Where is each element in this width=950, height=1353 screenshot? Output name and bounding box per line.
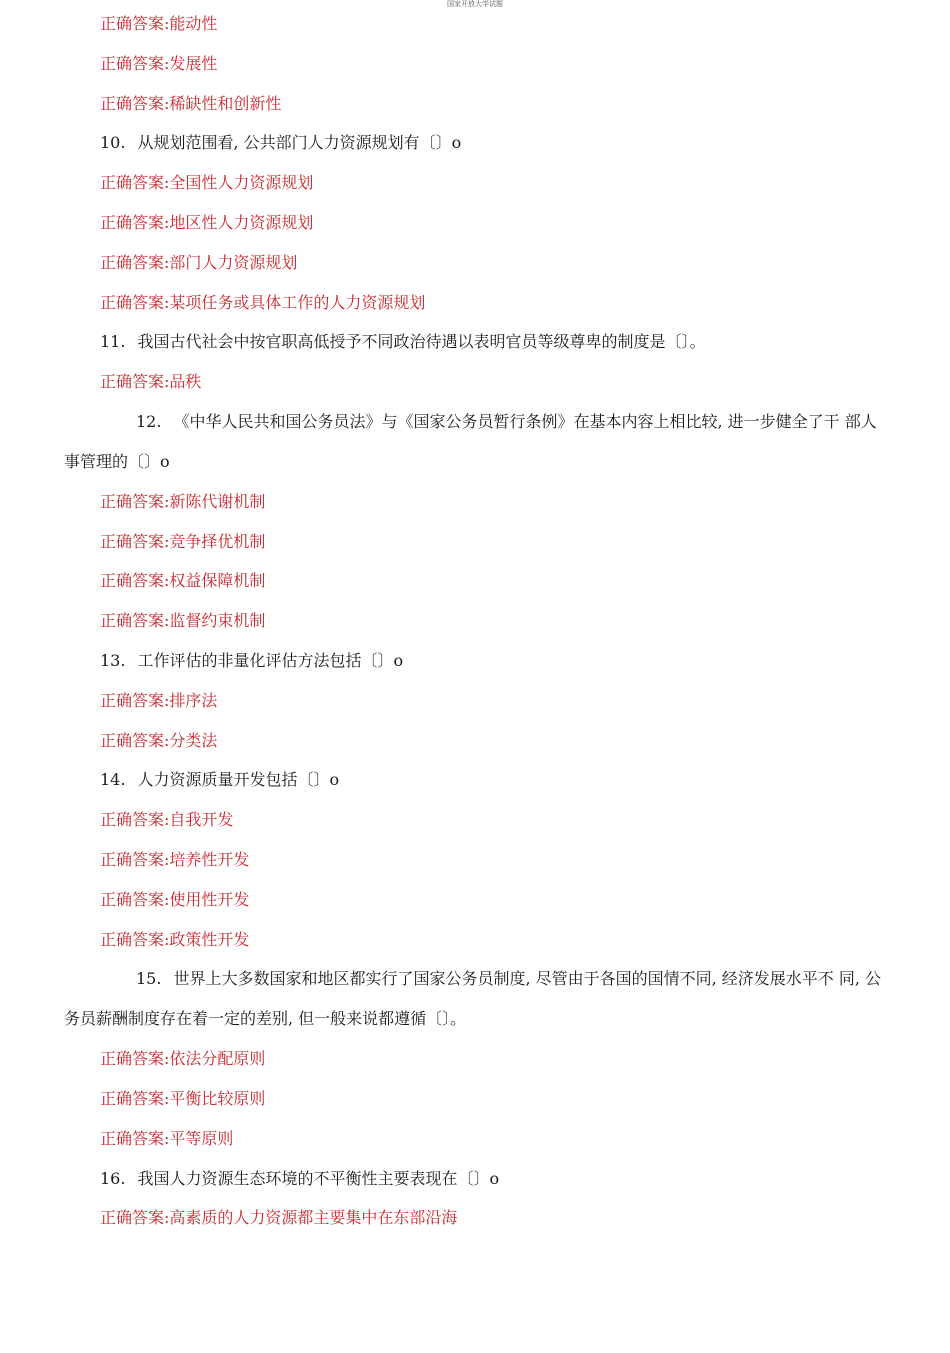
question-text: 世界上大多数国家和地区都实行了国家公务员制度, 尽管由于各国的国情不同, 经济发展水平不 同, 公务员薪酬制度存在着一定的差别, 但一般来说都遵循〔〕。 [64,969,882,1029]
question-15 [64,959,886,1039]
answer-line: 正确答案:排序法 [100,690,218,710]
answer-line: 正确答案:权益保障机制 [100,571,266,591]
question-number: 15. [136,969,162,989]
answer-line: 正确答案:平等原则 [100,1128,234,1148]
answer-line: 正确答案:部门人力资源规划 [100,252,298,272]
header-title: 国家开放大学试题 [447,0,503,8]
question-10 [64,133,886,153]
question-number: 11. [100,332,126,352]
question-13 [64,651,886,671]
question-number: 12. [136,411,162,431]
answer-line: 正确答案:新陈代谢机制 [100,491,266,511]
answer-line: 正确答案:品秩 [100,372,202,392]
answer-line: 正确答案:某项任务或具体工作的人力资源规划 [100,292,426,312]
question-number: 10. [100,133,126,153]
question-number: 14. [100,770,126,790]
answer-line: 正确答案:培养性开发 [100,849,250,869]
document-body [64,14,886,1248]
answer-line: 正确答案:稀缺性和创新性 [100,93,282,113]
answer-line: 正确答案:政策性开发 [100,929,250,949]
question-text: 我国人力资源生态环境的不平衡性主要表现在〔〕o [137,1168,500,1188]
question-12 [64,402,886,482]
question-text: 《中华人民共和国公务员法》与《国家公务员暂行条例》在基本内容上相比较, 进一步健全了干 部人事管理的〔〕o [64,411,877,471]
answer-line: 正确答案:使用性开发 [100,889,250,909]
page-header [0,0,950,8]
answer-line: 正确答案:分类法 [100,730,218,750]
question-11 [64,332,886,352]
question-number: 16. [100,1168,126,1188]
question-text: 工作评估的非量化评估方法包括〔〕o [137,650,404,670]
answer-line: 正确答案:高素质的人力资源都主要集中在东部沿海 [100,1208,458,1228]
question-16 [64,1169,886,1189]
question-text: 从规划范围看, 公共部门人力资源规划有〔〕o [137,133,462,153]
answer-line: 正确答案:能动性 [100,14,218,33]
answer-line: 正确答案:依法分配原则 [100,1049,266,1069]
answer-line: 正确答案:平衡比较原则 [100,1088,266,1108]
answer-line: 正确答案:全国性人力资源规划 [100,173,314,193]
question-text: 我国古代社会中按官职高低授予不同政治待遇以表明官员等级尊卑的制度是〔〕。 [137,332,706,352]
answer-line: 正确答案:竞争择优机制 [100,531,266,551]
answer-line: 正确答案:发展性 [100,53,218,73]
question-14 [64,770,886,790]
answer-line: 正确答案:自我开发 [100,810,234,830]
answer-line: 正确答案:地区性人力资源规划 [100,212,314,232]
question-text: 人力资源质量开发包括〔〕o [137,770,340,790]
answer-line: 正确答案:监督约束机制 [100,611,266,631]
question-number: 13. [100,650,126,670]
